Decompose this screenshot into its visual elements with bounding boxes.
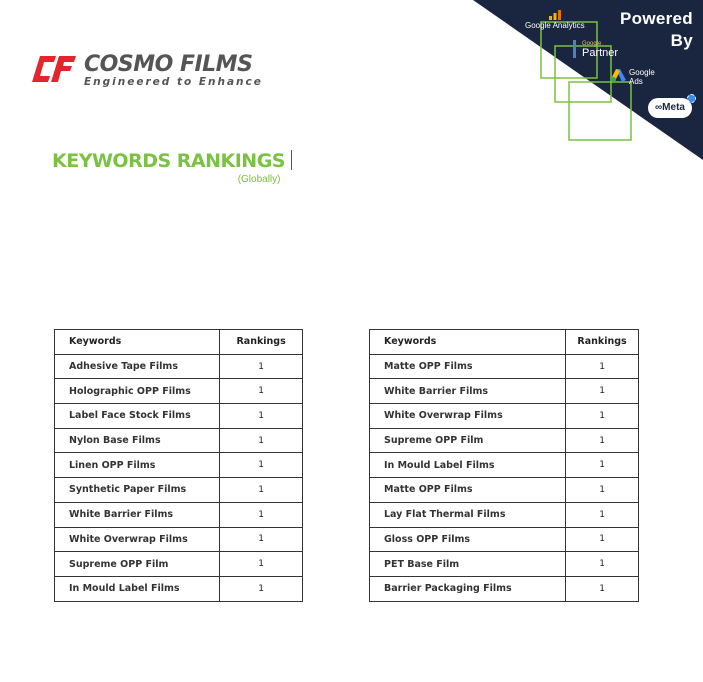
google-analytics-icon <box>549 10 561 20</box>
keywords-table-right <box>369 329 639 602</box>
table-row <box>55 354 303 379</box>
ranking-cell: 1 <box>566 453 639 478</box>
powered-by-text <box>620 8 693 52</box>
table-row <box>55 478 303 503</box>
table-row <box>370 404 639 429</box>
ranking-cell: 1 <box>220 502 303 527</box>
table-row <box>55 552 303 577</box>
ranking-cell: 1 <box>220 478 303 503</box>
column-header-rankings: Rankings <box>566 330 639 355</box>
table-header-row <box>55 330 303 355</box>
ranking-cell: 1 <box>566 527 639 552</box>
ranking-cell: 1 <box>566 428 639 453</box>
meta-badge <box>648 98 692 118</box>
brand-name: COSMO FILMS <box>84 52 253 77</box>
keyword-cell: Supreme OPP Film <box>370 428 566 453</box>
keyword-cell: In Mould Label Films <box>55 576 220 601</box>
ranking-cell: 1 <box>566 354 639 379</box>
keyword-cell: Label Face Stock Films <box>55 404 220 429</box>
keyword-cell: Nylon Base Films <box>55 428 220 453</box>
column-header-keywords: Keywords <box>55 330 220 355</box>
ranking-cell: 1 <box>220 453 303 478</box>
ranking-cell: 1 <box>220 527 303 552</box>
ranking-cell: 1 <box>566 379 639 404</box>
keyword-cell: Linen OPP Films <box>55 453 220 478</box>
keywords-table-left <box>54 329 303 602</box>
table-row <box>55 404 303 429</box>
ranking-cell: 1 <box>220 576 303 601</box>
by-label: By <box>670 31 693 50</box>
table-row <box>370 379 639 404</box>
keyword-cell: Barrier Packaging Films <box>370 576 566 601</box>
keyword-cell: Matte OPP Films <box>370 354 566 379</box>
title-divider <box>291 150 293 170</box>
page-title <box>52 150 292 172</box>
keyword-cell: Supreme OPP Film <box>55 552 220 577</box>
google-analytics-label: Google Analytics <box>525 21 585 30</box>
keyword-cell: In Mould Label Films <box>370 453 566 478</box>
keyword-cell: Holographic OPP Films <box>55 379 220 404</box>
keyword-cell: White Overwrap Films <box>370 404 566 429</box>
keyword-cell: Lay Flat Thermal Films <box>370 502 566 527</box>
table-row <box>55 428 303 453</box>
ranking-cell: 1 <box>220 428 303 453</box>
page-subtitle: (Globally) <box>237 174 281 185</box>
brand-tagline: Engineered to Enhance <box>84 76 263 88</box>
ranking-cell: 1 <box>220 404 303 429</box>
ranking-cell: 1 <box>220 354 303 379</box>
brand-logo <box>32 52 262 92</box>
section-heading <box>52 150 292 185</box>
keyword-cell: PET Base Film <box>370 552 566 577</box>
keyword-cell: Synthetic Paper Films <box>55 478 220 503</box>
table-row <box>370 576 639 601</box>
powered-by-badge <box>473 0 703 160</box>
meta-icon: ∞ <box>655 102 663 113</box>
column-header-keywords: Keywords <box>370 330 566 355</box>
keyword-cell: Matte OPP Films <box>370 478 566 503</box>
keyword-cell: Adhesive Tape Films <box>55 354 220 379</box>
ranking-cell: 1 <box>566 502 639 527</box>
table-row <box>55 379 303 404</box>
table-row <box>370 478 639 503</box>
google-ads-icon <box>611 69 626 82</box>
table-row <box>370 453 639 478</box>
google-analytics-badge <box>525 10 585 31</box>
table-row <box>55 453 303 478</box>
google-partner-badge <box>573 40 618 58</box>
table-row <box>370 502 639 527</box>
cosmo-films-logo-icon <box>32 54 80 84</box>
column-header-rankings: Rankings <box>220 330 303 355</box>
ranking-cell: 1 <box>566 404 639 429</box>
table-row <box>370 354 639 379</box>
google-ads-label-2: Ads <box>629 77 643 86</box>
meta-label: Meta <box>662 102 685 113</box>
table-row <box>370 552 639 577</box>
google-ads-label-1: Google <box>629 68 655 77</box>
table-row <box>55 527 303 552</box>
google-partner-small-label: Google <box>582 41 602 47</box>
google-ads-badge <box>611 68 655 86</box>
ranking-cell: 1 <box>566 576 639 601</box>
table-row <box>370 527 639 552</box>
powered-label: Powered <box>620 9 693 28</box>
meta-verified-icon <box>687 94 696 103</box>
table-row <box>370 428 639 453</box>
ranking-cell: 1 <box>566 552 639 577</box>
page-title-text: KEYWORDS RANKINGS <box>52 150 285 172</box>
table-row <box>55 576 303 601</box>
table-header-row <box>370 330 639 355</box>
keyword-cell: White Barrier Films <box>370 379 566 404</box>
ranking-cell: 1 <box>566 478 639 503</box>
keyword-cell: White Overwrap Films <box>55 527 220 552</box>
google-partner-label: Partner <box>582 47 619 59</box>
ranking-cell: 1 <box>220 379 303 404</box>
ranking-cell: 1 <box>220 552 303 577</box>
table-row <box>55 502 303 527</box>
keyword-cell: White Barrier Films <box>55 502 220 527</box>
keyword-cell: Gloss OPP Films <box>370 527 566 552</box>
